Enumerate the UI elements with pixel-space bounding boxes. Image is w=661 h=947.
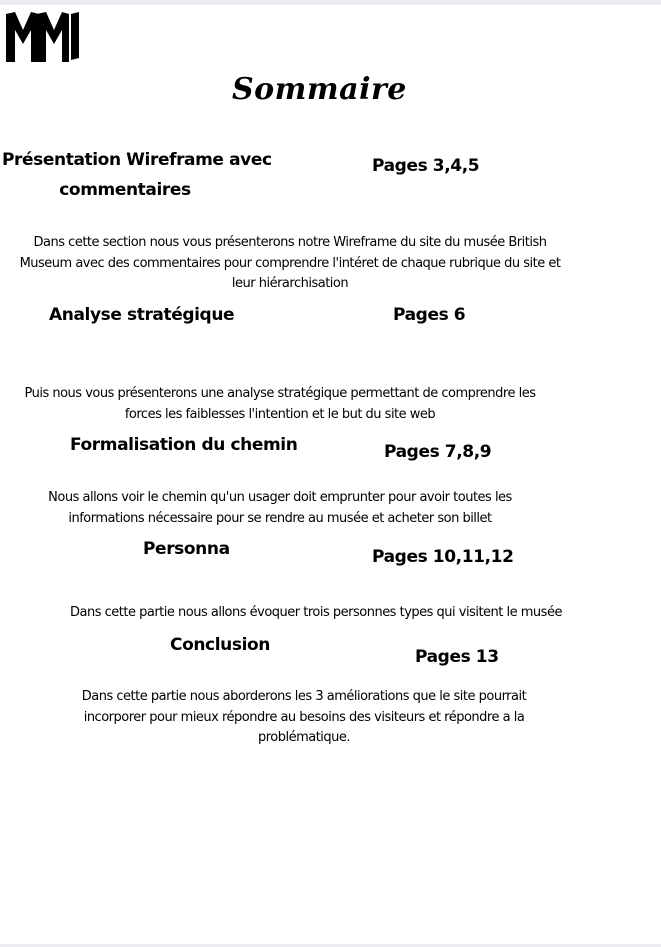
pages-label-personna: Pages 10,11,12 [372,547,514,567]
section-heading-analyse [49,300,234,330]
section-description-analyse [0,384,560,425]
pages-label-conclusion: Pages 13 [415,647,499,667]
description-line: Dans cette partie nous allons évoquer trois personnes types qui visitent le musée [70,605,562,620]
section-description-wireframe [0,233,580,295]
description-line: Dans cette section nous vous présenterons notre Wireframe du site du musée British [33,235,547,250]
description-line: forces les faiblesses l'intention et le but du site web [124,406,436,422]
section-heading-line: commentaires [59,180,191,200]
top-edge [0,0,661,5]
section-description-personna [0,603,632,624]
section-heading-conclusion [170,630,270,660]
mmi-logo [5,10,79,62]
pages-label-wireframe: Pages 3,4,5 [372,156,480,176]
section-heading-line: Analyse stratégique [49,305,235,325]
section-heading-line: Personna [143,539,230,559]
section-description-chemin [0,488,560,529]
section-description-conclusion [0,687,608,749]
page-title [232,70,407,120]
description-line: Museum avec des commentaires pour comprendre l'intéret de chaque rubrique du site et [19,255,561,271]
page-title-text: Sommaire [232,72,407,107]
section-heading-line: Présentation Wireframe avec [2,150,272,170]
description-line: leur hiérarchisation [231,276,349,291]
section-heading-chemin [70,430,297,460]
mmi-logo-graphic [5,10,79,62]
description-line: incorporer pour mieux répondre au besoins des visiteurs et répondre a la [83,709,525,725]
description-line: Nous allons voir le chemin qu'un usager doit emprunter pour avoir toutes les [48,490,512,505]
description-line: Dans cette partie nous aborderons les 3 améliorations que le site pourrait [81,689,527,704]
description-line: problématique. [257,730,351,745]
description-line: Puis nous vous présenterons une analyse stratégique permettant de comprendre les [24,386,536,401]
section-heading-wireframe [2,145,272,205]
pages-label-chemin: Pages 7,8,9 [384,442,492,462]
section-heading-line: Conclusion [170,635,270,655]
section-heading-line: Formalisation du chemin [70,435,298,455]
section-heading-personna [143,534,230,564]
pages-label-analyse: Pages 6 [393,305,466,325]
description-line: informations nécessaire pour se rendre au musée et acheter son billet [68,510,492,526]
